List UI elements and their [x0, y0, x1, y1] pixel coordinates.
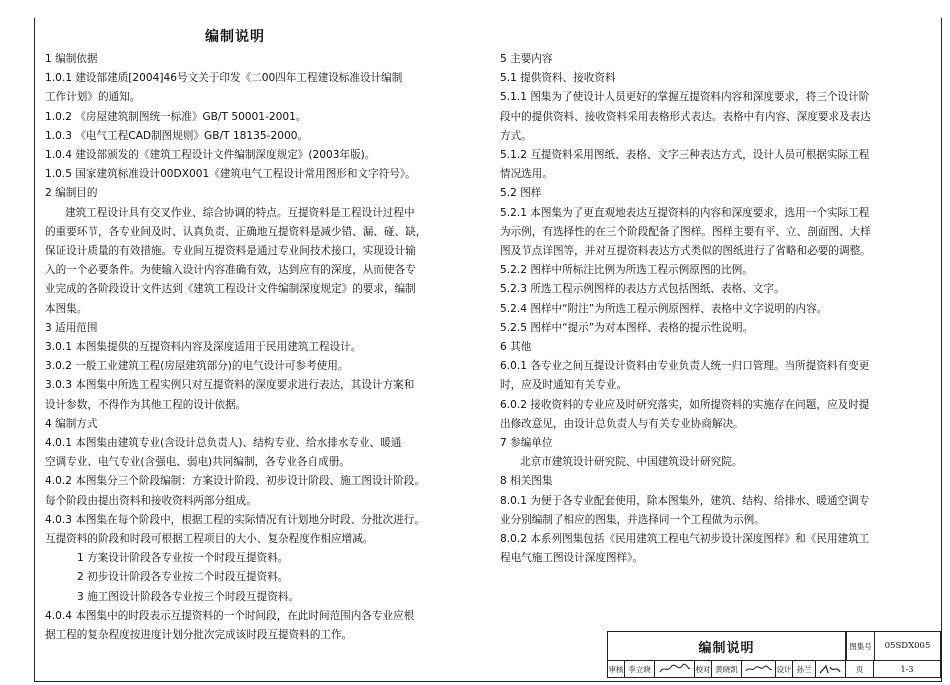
review-label: 审核 — [608, 661, 625, 677]
text-line: 1.0.2 《房屋建筑制图统一标准》GB/T 50001-2001。 — [45, 110, 307, 123]
text-line: 程电气施工图设计深度图样》。 — [500, 552, 644, 565]
checker-signature — [742, 661, 776, 677]
reviewer-signature — [655, 661, 695, 677]
text-line: 工作计划》的通知。 — [45, 91, 141, 104]
checker-name: 黄晓凯 — [712, 661, 742, 677]
page-title: 编制说明 — [205, 29, 265, 45]
text-line: 4 编制方式 — [45, 417, 98, 430]
atlas-number-label: 图集号 — [846, 632, 874, 661]
text-line: 3.0.1 本图集提供的互提资料内容及深度适用于民用建筑工程设计。 — [45, 341, 362, 354]
designer-signature — [816, 661, 846, 677]
text-line: 方式。 — [500, 129, 532, 142]
text-line: 1.0.5 国家建筑标准设计00DX001《建筑电气工程设计常用图形和文字符号》。 — [45, 168, 416, 181]
text-line: 业完成的各阶段设计文件达到《建筑工程设计文件编制深度规定》的要求，编制 — [45, 283, 416, 296]
text-line: 的重要环节，各专业间及时、认真负责、正确地互提资料是减少错、漏、碰、缺， — [45, 225, 427, 238]
text-line: 图及节点详图等，并对互提资料表达方式类似的图纸进行了省略和必要的调整。 — [500, 245, 871, 258]
text-line: 1.0.1 建设部建质[2004]46号文关于印发《二00四年工程建设标准设计编制 — [45, 72, 403, 85]
text-line: 建筑工程设计具有交叉作业、综合协调的特点。互提资料是工程设计过程中 — [65, 206, 415, 219]
text-line: 每个阶段由提出资料和接收资料两部分组成。 — [45, 494, 257, 507]
text-line: 5.2 图样 — [500, 187, 542, 200]
text-line: 业分别编制了相应的图集，并选择同一个工程做为示例。 — [500, 513, 765, 526]
text-line: 本图集。 — [45, 302, 88, 315]
text-line: 1.0.3 《电气工程CAD制图规则》GB/T 18135-2000。 — [45, 129, 309, 142]
text-line: 4.0.3 本图集在每个阶段中，根据工程的实际情况有计划地分时段、分批次进行。 — [45, 513, 425, 526]
check-label: 校对 — [695, 661, 712, 677]
page-label: 页 — [846, 661, 874, 677]
text-line: 8.0.2 本系列图集包括《民用建筑工程电气初步设计深度图样》和《民用建筑工 — [500, 533, 870, 546]
text-line: 2 初步设计阶段各专业按二个时段互提资料。 — [77, 571, 289, 584]
text-line: 4.0.4 本图集中的时段表示互提资料的一个时间段，在此时间范围内各专业应根 — [45, 609, 415, 622]
text-line: 3 施工图设计阶段各专业按三个时段互提资料。 — [77, 590, 299, 603]
text-line: 7 参编单位 — [500, 437, 553, 450]
signature-row — [608, 661, 940, 677]
text-line: 3.0.3 本图集中所选工程实例只对互提资料的深度要求进行表达，其设计方案和 — [45, 379, 415, 392]
text-line: 3.0.2 一般工业建筑工程(房屋建筑部分)的电气设计可参考使用。 — [45, 360, 349, 373]
page-number: 1-3 — [900, 664, 914, 674]
text-line: 8.0.1 为便于各专业配套使用，除本图集外，建筑、结构、给排水、暖通空调专 — [500, 494, 870, 507]
text-line: 4.0.2 本图集分三个阶段编制：方案设计阶段、初步设计阶段、施工图设计阶段。 — [45, 475, 425, 488]
title-block — [607, 631, 941, 678]
text-line: 时，应及时通知有关专业。 — [500, 379, 628, 392]
text-line: 5.2.4 图样中“附注”为所选工程示例原图样、表格中文字说明的内容。 — [500, 302, 828, 315]
text-line: 出修改意见，由设计总负责人与有关专业协商解决。 — [500, 417, 744, 430]
text-line: 设计参数，不得作为其他工程的设计依据。 — [45, 398, 247, 411]
text-line: 6 其他 — [500, 341, 532, 354]
checker-signature-mark — [744, 663, 774, 675]
text-line: 情况选用。 — [500, 168, 553, 181]
left-column — [45, 50, 463, 645]
text-line: 5.1.2 互提资料采用图纸、表格、文字三种表达方式，设计人员可根据实际工程 — [500, 149, 870, 162]
text-line: 1 编制依据 — [45, 53, 98, 65]
text-line: 8 相关图集 — [500, 475, 553, 488]
designer-signature-mark — [818, 663, 844, 676]
text-line: 段中的提供资料、接收资料采用表格形式表达。表格中有内容、深度要求及表达 — [500, 110, 871, 123]
reviewer-name: 李立晓 — [625, 661, 655, 677]
designer-name: 孙兰 — [793, 661, 816, 677]
text-line: 6.0.1 各专业之间互提设计资料由专业负责人统一归口管理。当所提资料有变更 — [500, 360, 870, 373]
text-line: 据工程的复杂程度按进度计划分批次完成该时段互提资料的工作。 — [45, 629, 353, 642]
atlas-number: 05SDX005 — [874, 632, 940, 661]
text-line: 为示例，有选择性的在三个阶段配备了图样。图样主要有平、立、剖面图、大样 — [500, 225, 871, 238]
text-line: 3 适用范围 — [45, 321, 98, 334]
text-line: 6.0.2 接收资料的专业应及时研究落实，如所提资料的实施存在问题，应及时提 — [500, 398, 870, 411]
text-line: 5 主要内容 — [500, 53, 553, 65]
design-label: 设计 — [776, 661, 793, 677]
text-line: 5.1.1 图集为了使设计人员更好的掌握互提资料内容和深度要求，将三个设计阶 — [500, 91, 870, 104]
reviewer-signature-mark — [658, 663, 692, 675]
text-line: 5.1 提供资料、接收资料 — [500, 72, 616, 85]
text-line: 1.0.4 建设部颁发的《建筑工程设计文件编制深度规定》(2003年版)。 — [45, 149, 376, 162]
text-line: 4.0.1 本图集由建筑专业(含设计总负责人)、结构专业、给水排水专业、暖通 — [45, 437, 402, 450]
text-line: 互提资料的阶段和时段可根据工程项目的大小、复杂程度作相应增减。 — [45, 533, 374, 546]
text-line: 空调专业、电气专业(含强电、弱电)共同编制，各专业各自成册。 — [45, 456, 350, 469]
text-line: 5.2.2 图样中所标注比例为所选工程示例原图的比例。 — [500, 264, 753, 277]
title-block-name: 编制说明 — [608, 632, 846, 661]
text-line: 5.2.1 本图集为了更直观地表达互提资料的内容和深度要求，选用一个实际工程 — [500, 206, 870, 219]
text-line: 保证设计质量的有效措施。专业间互提资料是通过专业间技术接口，实现设计输 — [45, 245, 416, 258]
text-line: 2 编制目的 — [45, 187, 98, 200]
text-line: 5.2.5 图样中“提示”为对本图样、表格的提示性说明。 — [500, 321, 754, 334]
text-line: 北京市建筑设计研究院、中国建筑设计研究院。 — [520, 456, 743, 469]
text-line: 入的一个必要条件。为使输入设计内容准确有效，达到应有的深度，从而使各专 — [45, 264, 416, 277]
right-column — [500, 50, 920, 568]
text-line: 5.2.3 所选工程示例图样的表达方式包括图纸、表格、文字。 — [500, 283, 785, 296]
text-line: 1 方案设计阶段各专业按一个时段互提资料。 — [77, 552, 289, 565]
